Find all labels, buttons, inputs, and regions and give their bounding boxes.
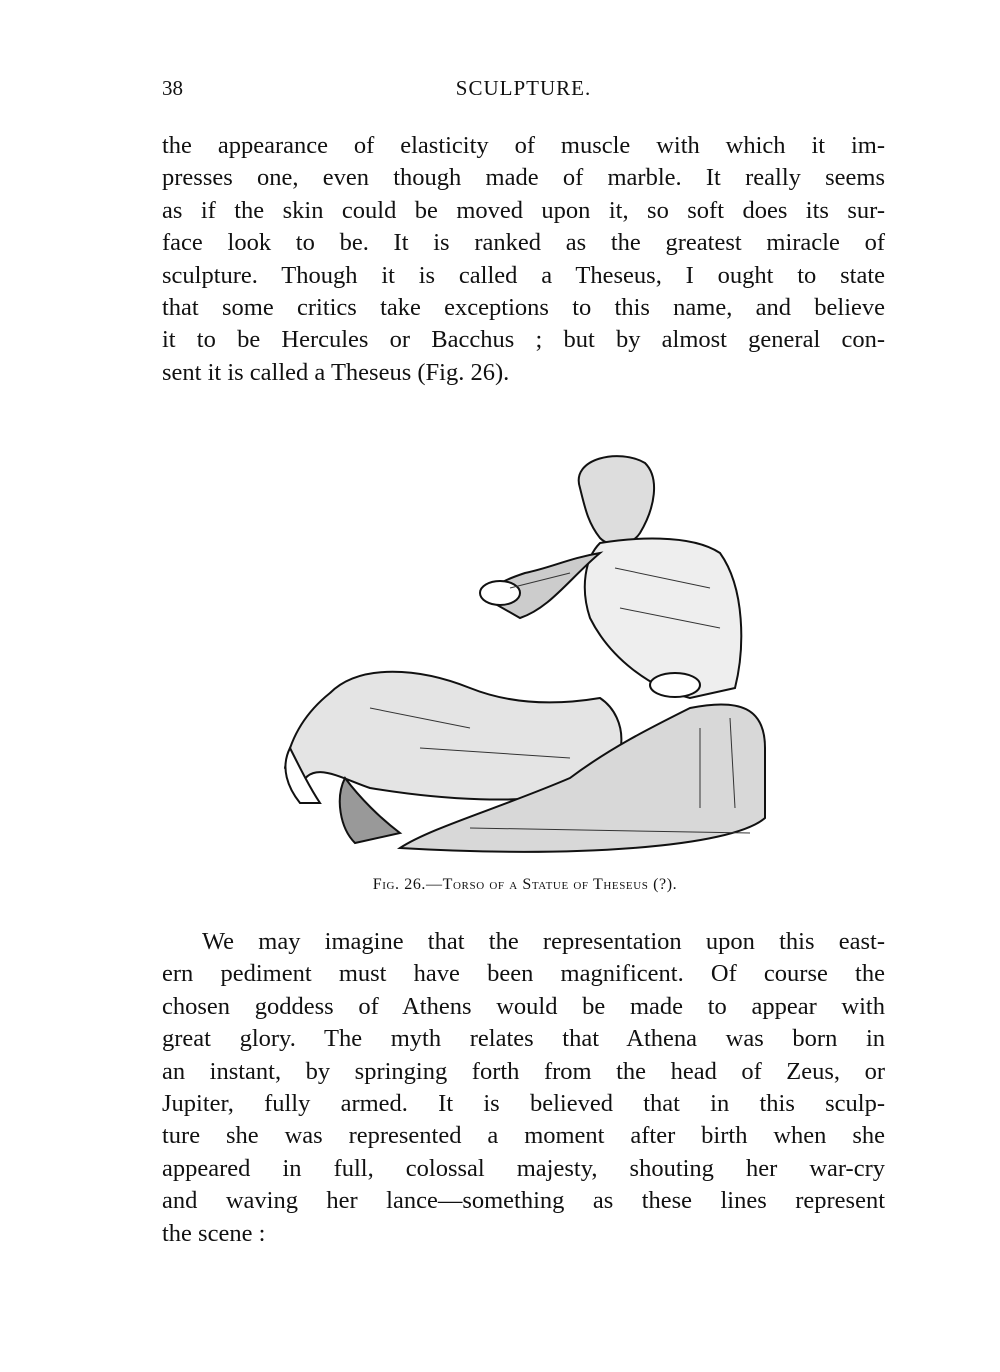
page-number: 38 [162, 76, 183, 100]
text-line: that some critics take exceptions to this name, and believe [162, 293, 885, 321]
page-header [162, 76, 885, 106]
text-line: an instant, by springing forth from the head of Zeus, or [162, 1057, 885, 1085]
text-line: appeared in full, colossal majesty, shouting her war-cry [162, 1154, 885, 1182]
text-line: it to be Hercules or Bacchus ; but by almost general con- [162, 326, 885, 354]
running-head: SCULPTURE. [455, 76, 592, 100]
paragraph-2 [162, 926, 885, 1250]
text-line: presses one, even though made of marble. It really seems [162, 164, 885, 192]
text-line: great glory. The myth relates that Athena was born in [162, 1025, 885, 1053]
paragraph-1 [162, 130, 885, 389]
figure-caption: Fig. 26.—Torso of a Statue of Theseus (?). [372, 876, 678, 893]
text-line: as if the skin could be moved upon it, so soft does its sur- [162, 196, 885, 224]
theseus-statue-illustration [270, 448, 775, 863]
text-line: sent it is called a Theseus (Fig. 26). [162, 358, 510, 386]
text-line: and waving her lance—something as these lines represent [162, 1187, 885, 1215]
text-line: Jupiter, fully armed. It is believed that in this sculp- [162, 1089, 885, 1117]
text-line: ern pediment must have been magnificent. Of course the [162, 960, 885, 988]
text-line: sculpture. Though it is called a Theseus, I ought to state [162, 261, 885, 289]
text-line: ture she was represented a moment after birth when she [162, 1122, 885, 1150]
text-line: the appearance of elasticity of muscle with which it im- [162, 132, 885, 159]
text-line: face look to be. It is ranked as the greatest miracle of [162, 229, 885, 257]
text-line: chosen goddess of Athens would be made to appear with [162, 992, 885, 1020]
text-line: the scene : [162, 1219, 266, 1247]
text-line: We may imagine that the representation upon this east- [202, 928, 885, 955]
